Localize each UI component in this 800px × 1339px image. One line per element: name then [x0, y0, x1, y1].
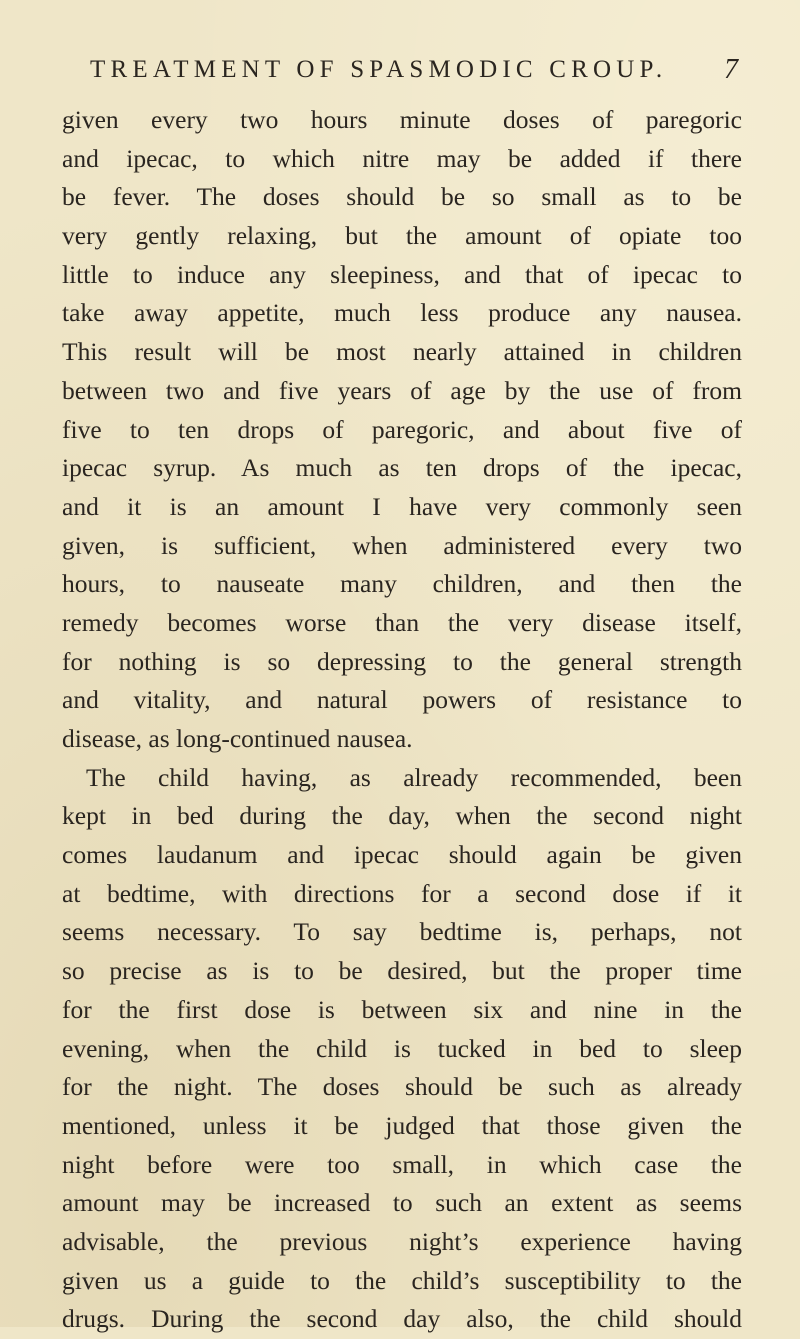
text-line: amount may be increased to such an extent as seems — [62, 1188, 742, 1218]
paragraph-end-line: disease, as long-continued nausea. — [62, 724, 413, 753]
text-line: remedy becomes worse than the very disease itself, — [62, 607, 742, 637]
text-line: for nothing is so depressing to the general strength — [62, 646, 742, 676]
text-line: ipecac syrup. As much as ten drops of the ipecac, — [62, 453, 742, 483]
body-text — [62, 101, 742, 1339]
text-line: given every two hours minute doses of paregoric — [62, 105, 742, 134]
text-line: between two and five years of age by the use of from — [62, 375, 742, 405]
text-line: drugs. During the second day also, the child should — [62, 1304, 742, 1334]
text-line: comes laudanum and ipecac should again be given — [62, 840, 742, 870]
text-line: and it is an amount I have very commonly seen — [62, 491, 742, 521]
text-line: be fever. The doses should be so small as to be — [62, 182, 742, 212]
text-line: evening, when the child is tucked in bed to sleep — [62, 1033, 742, 1063]
text-line: so precise as is to be desired, but the proper time — [62, 956, 742, 986]
text-line: little to induce any sleepiness, and that of ipecac to — [62, 259, 742, 289]
text-line: This result will be most nearly attained in children — [62, 337, 742, 367]
text-line: very gently relaxing, but the amount of opiate too — [62, 221, 742, 251]
text-line: mentioned, unless it be judged that those given the — [62, 1110, 742, 1140]
text-line: at bedtime, with directions for a second dose if it — [62, 878, 742, 908]
running-title: TREATMENT OF SPASMODIC CROUP. — [90, 56, 668, 83]
page-number: 7 — [724, 54, 738, 85]
paragraph-start-line: The child having, as already recommended, been — [86, 762, 742, 792]
running-head — [90, 50, 738, 90]
text-line: for the first dose is between six and nine in the — [62, 994, 742, 1024]
text-line: five to ten drops of paregoric, and about five of — [62, 414, 742, 444]
text-line: night before were too small, in which case the — [62, 1149, 742, 1179]
text-line: and vitality, and natural powers of resistance to — [62, 685, 742, 715]
text-line: for the night. The doses should be such as already — [62, 1072, 742, 1102]
text-line: given us a guide to the child’s susceptibility to the — [62, 1265, 742, 1295]
text-line: given, is sufficient, when administered every two — [62, 530, 742, 560]
text-line: advisable, the previous night’s experience having — [62, 1226, 742, 1256]
text-line: take away appetite, much less produce any nausea. — [62, 298, 742, 328]
text-line: kept in bed during the day, when the second night — [62, 801, 742, 831]
text-line: seems necessary. To say bedtime is, perhaps, not — [62, 917, 742, 947]
text-line: and ipecac, to which nitre may be added if there — [62, 143, 742, 173]
text-line: hours, to nauseate many children, and then the — [62, 569, 742, 599]
